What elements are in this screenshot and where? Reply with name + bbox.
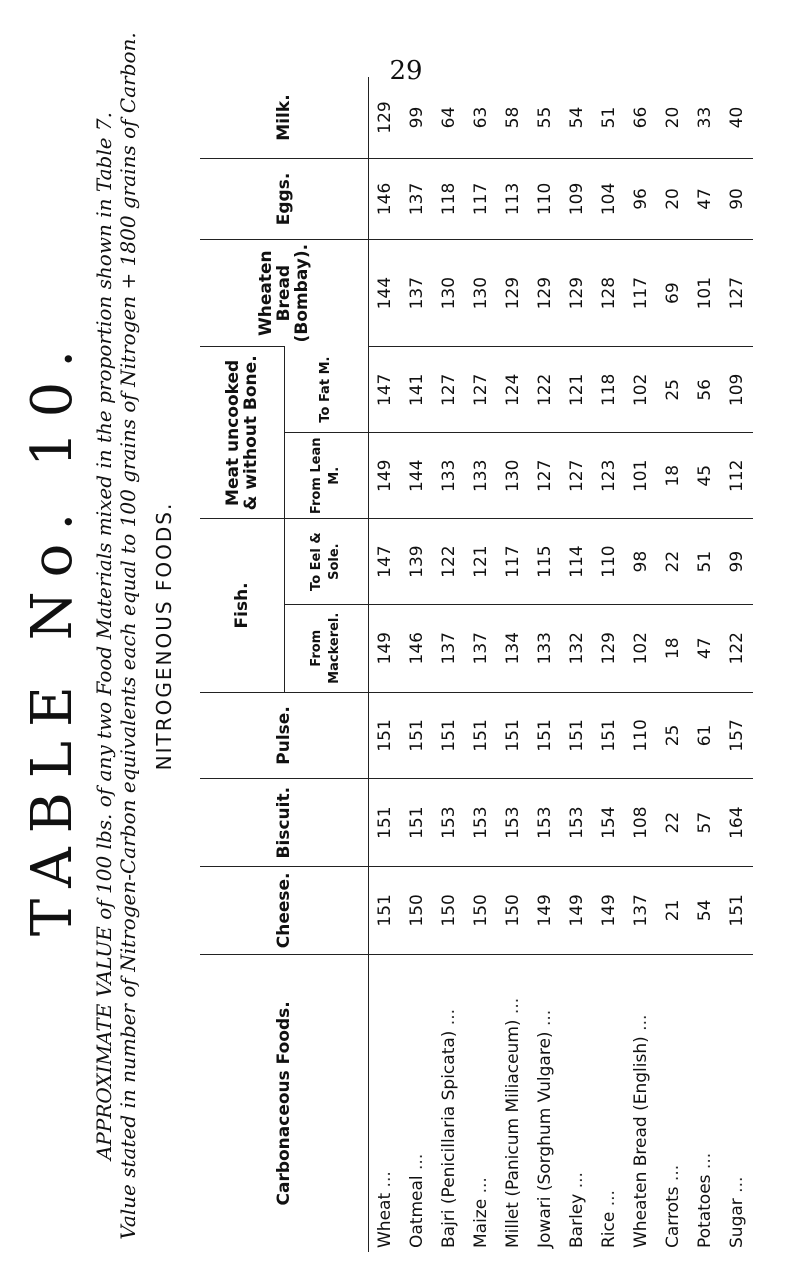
cell-wheaten-bread: 130 (433, 239, 465, 347)
food-name: Millet (Panicum Miliaceum) (502, 1019, 523, 1248)
leader-dots: ... (374, 1171, 395, 1188)
cell-milk: 51 (598, 106, 619, 129)
cell-cheese: 150 (433, 866, 465, 954)
cell-biscuit: 153 (433, 779, 465, 867)
cell-milk: 55 (534, 106, 555, 129)
table-row (433, 77, 465, 1252)
cell-milk: 66 (630, 106, 651, 129)
table-subtitle-line1: APPROXIMATE VALUE of 100 lbs. of any two Food Materials mixed in the proportion shown in Table 7. (92, 111, 116, 1161)
cell-eggs: 47 (689, 159, 721, 240)
cell-milk: 20 (662, 106, 683, 129)
cell-fish-from: 122 (721, 604, 753, 692)
cell-meat-from: 112 (721, 433, 753, 519)
cell-milk: 58 (502, 106, 523, 129)
cell-eggs: 20 (657, 159, 689, 240)
header-eggs: Eggs. (200, 159, 368, 240)
cell-meat-from: 127 (561, 433, 593, 519)
cell-eggs: 90 (721, 159, 753, 240)
cell-fish-from: 137 (433, 604, 465, 692)
food-name: Oatmeal (406, 1175, 427, 1248)
cell-biscuit: 151 (401, 779, 433, 867)
cell-fish-to: 117 (497, 519, 529, 605)
header-wheaten-bread: Wheaten Bread (Bombay). (200, 239, 368, 347)
cell-biscuit: 164 (721, 779, 753, 867)
cell-cheese: 149 (529, 866, 561, 954)
cell-meat-from: 123 (593, 433, 625, 519)
cell-eggs: 146 (368, 159, 401, 240)
cell-pulse: 151 (465, 692, 497, 779)
table-row (529, 77, 561, 1252)
header-pulse: Pulse. (200, 692, 368, 779)
cell-eggs: 104 (593, 159, 625, 240)
cell-fish-to: 99 (721, 519, 753, 605)
section-title: NITROGENOUS FOODS. (152, 501, 176, 771)
cell-eggs: 96 (625, 159, 657, 240)
cell-fish-to: 139 (401, 519, 433, 605)
cell-meat-to: 141 (401, 347, 433, 433)
table-title: TABLE No. 10. (20, 335, 85, 937)
cell-wheaten-bread: 117 (625, 239, 657, 347)
cell-eggs: 117 (465, 159, 497, 240)
table-row (689, 77, 721, 1252)
cell-meat-to: 56 (689, 347, 721, 433)
food-name: Carrots (662, 1186, 683, 1248)
cell-biscuit: 22 (657, 779, 689, 867)
cell-pulse: 151 (561, 692, 593, 779)
header-milk: Milk. (200, 77, 368, 159)
cell-milk: 63 (470, 106, 491, 129)
cell-milk: 54 (566, 106, 587, 129)
header-meat-from: From Lean M. (284, 433, 368, 519)
header-fish-from: From Mackerel. (284, 604, 368, 692)
table-row (593, 77, 625, 1252)
food-value-table (200, 77, 753, 1252)
cell-biscuit: 153 (529, 779, 561, 867)
cell-fish-from: 18 (657, 604, 689, 692)
cell-fish-to: 115 (529, 519, 561, 605)
table-subtitle-line2: Value stated in number of Nitrogen-Carbon equivalents each equal to 100 grains of Nitrogen + 1800 grains of Carbon. (116, 32, 140, 1240)
cell-pulse: 157 (721, 692, 753, 779)
header-biscuit: Biscuit. (200, 779, 368, 867)
cell-meat-from: 18 (657, 433, 689, 519)
cell-pulse: 61 (689, 692, 721, 779)
table-row (497, 77, 529, 1252)
cell-cheese: 149 (561, 866, 593, 954)
cell-wheaten-bread: 130 (465, 239, 497, 347)
cell-meat-to: 127 (465, 347, 497, 433)
cell-pulse: 151 (368, 692, 401, 779)
cell-cheese: 151 (721, 866, 753, 954)
header-meat: Meat uncooked & without Bone. (200, 347, 284, 519)
cell-fish-from: 133 (529, 604, 561, 692)
table-row (657, 77, 689, 1252)
cell-meat-to: 122 (529, 347, 561, 433)
table-row (401, 77, 433, 1252)
cell-wheaten-bread: 101 (689, 239, 721, 347)
cell-meat-to: 124 (497, 347, 529, 433)
cell-meat-from: 127 (529, 433, 561, 519)
cell-meat-to: 147 (368, 347, 401, 433)
cell-cheese: 150 (497, 866, 529, 954)
cell-wheaten-bread: 144 (368, 239, 401, 347)
cell-wheaten-bread: 129 (561, 239, 593, 347)
header-carbonaceous: Carbonaceous Foods. (200, 954, 368, 1252)
food-name: Wheat (374, 1192, 395, 1248)
leader-dots: ... (694, 1152, 715, 1170)
cell-wheaten-bread: 129 (529, 239, 561, 347)
cell-fish-from: 129 (593, 604, 625, 692)
leader-dots: ... (470, 1177, 491, 1194)
cell-biscuit: 153 (561, 779, 593, 867)
food-name: Barley (566, 1193, 587, 1248)
cell-pulse: 151 (529, 692, 561, 779)
cell-eggs: 110 (529, 159, 561, 240)
cell-eggs: 137 (401, 159, 433, 240)
cell-fish-to: 110 (593, 519, 625, 605)
cell-wheaten-bread: 128 (593, 239, 625, 347)
cell-fish-to: 22 (657, 519, 689, 605)
cell-fish-from: 102 (625, 604, 657, 692)
cell-meat-from: 133 (465, 433, 497, 519)
leader-dots: ... (438, 1008, 459, 1026)
page-number: 29 (389, 56, 423, 86)
cell-pulse: 151 (593, 692, 625, 779)
cell-eggs: 113 (497, 159, 529, 240)
cell-fish-from: 132 (561, 604, 593, 692)
cell-milk: 129 (374, 101, 395, 134)
cell-biscuit: 108 (625, 779, 657, 867)
cell-fish-to: 98 (625, 519, 657, 605)
cell-eggs: 118 (433, 159, 465, 240)
cell-meat-to: 121 (561, 347, 593, 433)
cell-wheaten-bread: 69 (657, 239, 689, 347)
leader-dots: ... (662, 1164, 683, 1182)
cell-wheaten-bread: 127 (721, 239, 753, 347)
cell-cheese: 151 (368, 866, 401, 954)
cell-meat-from: 101 (625, 433, 657, 519)
cell-meat-to: 118 (593, 347, 625, 433)
cell-cheese: 137 (625, 866, 657, 954)
table-row (561, 77, 593, 1252)
cell-fish-from: 47 (689, 604, 721, 692)
food-name: Jowari (Sorghum Vulgare) (534, 1031, 555, 1248)
table-row (368, 77, 401, 1252)
cell-pulse: 110 (625, 692, 657, 779)
cell-biscuit: 154 (593, 779, 625, 867)
cell-biscuit: 153 (497, 779, 529, 867)
cell-meat-from: 130 (497, 433, 529, 519)
leader-dots: ... (726, 1176, 747, 1193)
food-name: Maize (470, 1198, 491, 1248)
cell-biscuit: 57 (689, 779, 721, 867)
cell-meat-to: 109 (721, 347, 753, 433)
cell-biscuit: 153 (465, 779, 497, 867)
cell-meat-to: 102 (625, 347, 657, 433)
header-fish-to: To Eel & Sole. (284, 519, 368, 605)
cell-fish-from: 146 (401, 604, 433, 692)
cell-wheaten-bread: 137 (401, 239, 433, 347)
cell-milk: 64 (438, 106, 459, 129)
cell-pulse: 151 (401, 692, 433, 779)
cell-cheese: 149 (593, 866, 625, 954)
cell-pulse: 151 (497, 692, 529, 779)
cell-fish-to: 147 (368, 519, 401, 605)
table-row (721, 77, 753, 1252)
cell-cheese: 54 (689, 866, 721, 954)
food-name: Rice (598, 1211, 619, 1248)
cell-cheese: 150 (465, 866, 497, 954)
cell-meat-from: 45 (689, 433, 721, 519)
cell-cheese: 21 (657, 866, 689, 954)
cell-meat-to: 25 (657, 347, 689, 433)
leader-dots: ... (598, 1190, 619, 1207)
cell-meat-from: 149 (368, 433, 401, 519)
cell-fish-to: 114 (561, 519, 593, 605)
header-meat-to: To Fat M. (284, 347, 368, 433)
cell-meat-from: 133 (433, 433, 465, 519)
cell-biscuit: 151 (368, 779, 401, 867)
header-cheese: Cheese. (200, 866, 368, 954)
cell-milk: 33 (694, 106, 715, 129)
leader-dots: ... (630, 1014, 651, 1031)
cell-wheaten-bread: 129 (497, 239, 529, 347)
cell-fish-from: 137 (465, 604, 497, 692)
cell-meat-from: 144 (401, 433, 433, 519)
leader-dots: ... (566, 1172, 587, 1189)
leader-dots: ... (534, 1009, 555, 1027)
cell-eggs: 109 (561, 159, 593, 240)
table-row (625, 77, 657, 1252)
food-name: Wheaten Bread (English) (630, 1036, 651, 1248)
food-name: Sugar (726, 1198, 747, 1248)
cell-cheese: 150 (401, 866, 433, 954)
cell-pulse: 25 (657, 692, 689, 779)
cell-fish-to: 121 (465, 519, 497, 605)
leader-dots: ... (502, 997, 523, 1015)
food-name: Bajri (Penicillaria Spicata) (438, 1030, 459, 1248)
cell-fish-to: 122 (433, 519, 465, 605)
cell-pulse: 151 (433, 692, 465, 779)
cell-fish-to: 51 (689, 519, 721, 605)
cell-fish-from: 134 (497, 604, 529, 692)
leader-dots: ... (406, 1153, 427, 1170)
cell-milk: 40 (726, 106, 747, 129)
cell-meat-to: 127 (433, 347, 465, 433)
food-name: Potatoes (694, 1174, 715, 1248)
header-fish: Fish. (200, 519, 284, 692)
table-row (465, 77, 497, 1252)
cell-fish-from: 149 (368, 604, 401, 692)
cell-milk: 99 (406, 106, 427, 129)
